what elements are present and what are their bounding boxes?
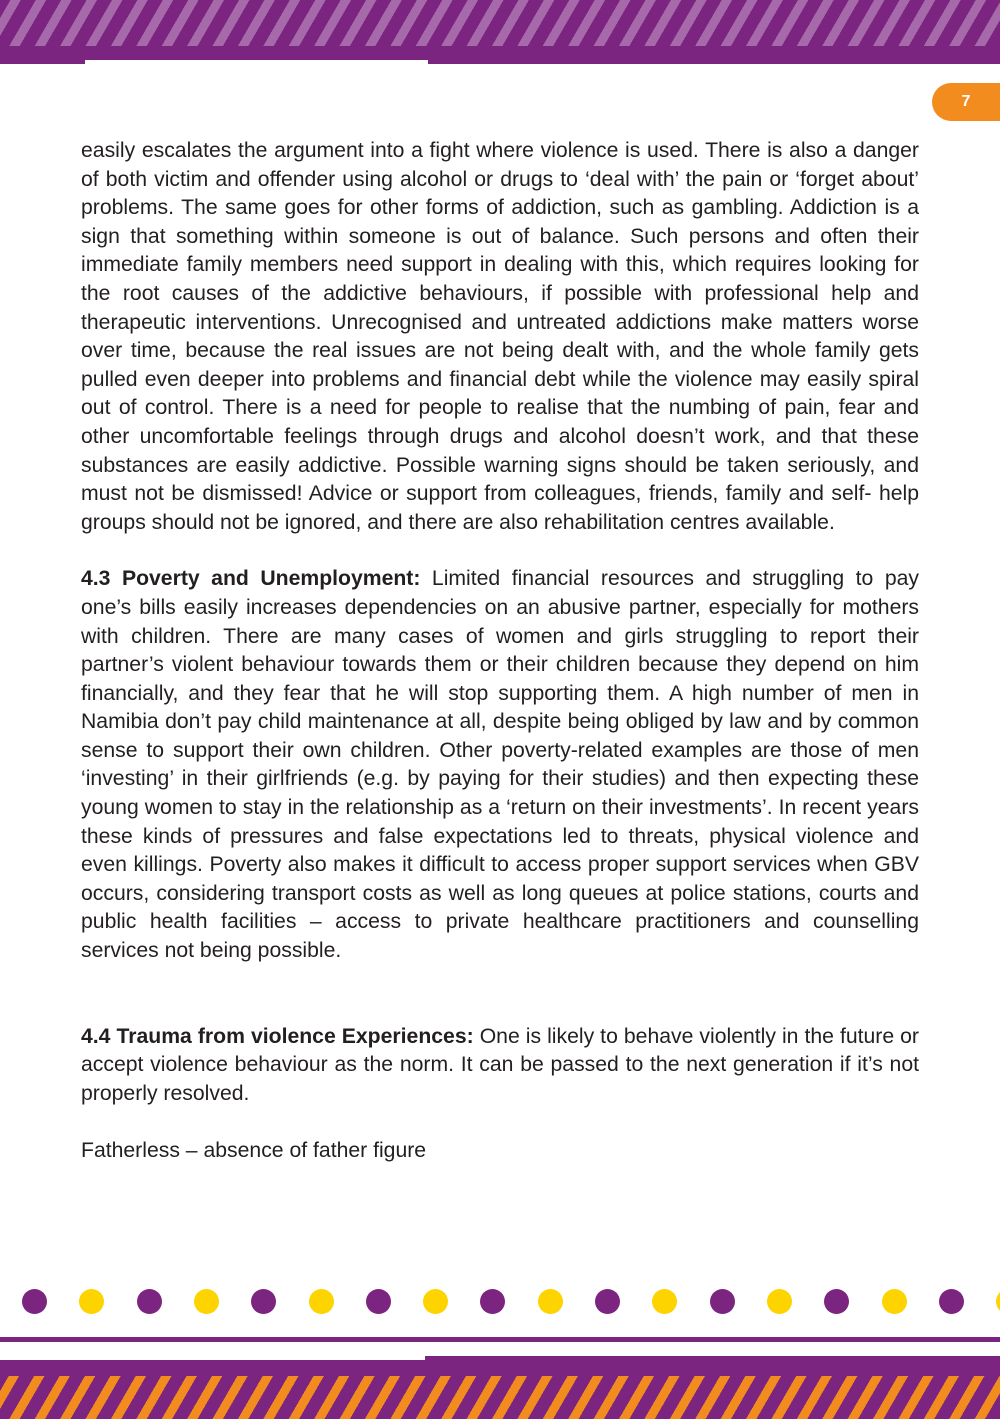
dot-purple xyxy=(251,1289,276,1314)
dot-yellow xyxy=(309,1289,334,1314)
dot-purple xyxy=(939,1289,964,1314)
dot-purple xyxy=(137,1289,162,1314)
top-stripe-pattern xyxy=(0,0,1000,46)
page-number: 7 xyxy=(961,93,971,110)
dot-yellow xyxy=(194,1289,219,1314)
bottom-divider-line xyxy=(0,1337,1000,1342)
main-content xyxy=(81,137,919,1166)
dot-purple xyxy=(595,1289,620,1314)
dot-yellow xyxy=(767,1289,792,1314)
dot-purple xyxy=(22,1289,47,1314)
dot-yellow xyxy=(652,1289,677,1314)
section-poverty-unemployment xyxy=(81,565,919,965)
dot-purple xyxy=(824,1289,849,1314)
dot-yellow xyxy=(996,1289,1000,1314)
section-trauma-violence xyxy=(81,1023,919,1109)
dot-yellow xyxy=(882,1289,907,1314)
section-heading-4-4: 4.4 Trauma from violence Experiences: xyxy=(81,1024,474,1048)
dot-yellow xyxy=(423,1289,448,1314)
bottom-decorative-band xyxy=(0,1356,1000,1419)
dot-purple xyxy=(480,1289,505,1314)
section-text-4-3: Limited financial resources and struggling to pay one’s bills easily increases dependencies on an abusive partner, especially for mothers with children. There are many cases of women and girls struggling to report their partner’s violent behaviour towards them or their children because they depend on him financially, and they fear that he will stop supporting them. A high number of men in Namibia don’t pay child maintenance at all, despite being obliged by law and by common sense to support their own children. Other poverty-related examples are those of men ‘investing’ in their girlfriends (e.g. by paying for their studies) and then expecting these young women to stay in the relationship as a ‘return on their investments’. In recent years these kinds of pressures and false expectations led to threats, physical violence and even killings. Poverty also makes it difficult to access proper support services when GBV occurs, considering transport costs as well as long queues at police stations, courts and public health facilities – access to private healthcare practitioners and counselling services not being possible. xyxy=(81,567,919,963)
dot-yellow xyxy=(538,1289,563,1314)
section-heading-4-3: 4.3 Poverty and Unemployment: xyxy=(81,567,421,591)
dot-purple xyxy=(366,1289,391,1314)
dot-border xyxy=(0,1288,1000,1316)
paragraph-addiction: easily escalates the argument into a fight where violence is used. There is also a danger of both victim and offender using alcohol or drugs to ‘deal with’ the pain or ‘forget about’ problems. The same goes for other forms of addiction, such as gambling. Addiction is a sign that something within someone is out of balance. Such persons and often their immediate family members need support in dealing with this, which requires looking for the root causes of the addictive behaviours, if possible with professional help and therapeutic interventions. Unrecognised and untreated addictions make matters worse over time, because the real issues are not being dealt with, and the whole family gets pulled even deeper into problems and financial debt while the violence may easily spiral out of control. There is a need for people to realise that the numbing of pain, fear and other uncomfortable feelings through drugs and alcohol doesn’t work, and that these substances are easily addictive. Possible warning signs should be taken seriously, and must not be dismissed! Advice or support from colleagues, friends, family and self- help groups should not be ignored, and there are also rehabilitation centres available. xyxy=(81,139,919,534)
note-fatherless: Fatherless – absence of father figure xyxy=(81,1139,427,1163)
dot-yellow xyxy=(79,1289,104,1314)
top-decorative-band xyxy=(0,0,1000,64)
dot-purple xyxy=(710,1289,735,1314)
bottom-divider xyxy=(0,1356,425,1360)
top-divider xyxy=(85,60,428,64)
bottom-stripe-pattern xyxy=(0,1376,1000,1419)
section-text-4-4: One is likely to behave violently in the future or accept violence behaviour as the norm. It can be passed to the next generation if it’s not properly resolved. xyxy=(81,1024,919,1105)
